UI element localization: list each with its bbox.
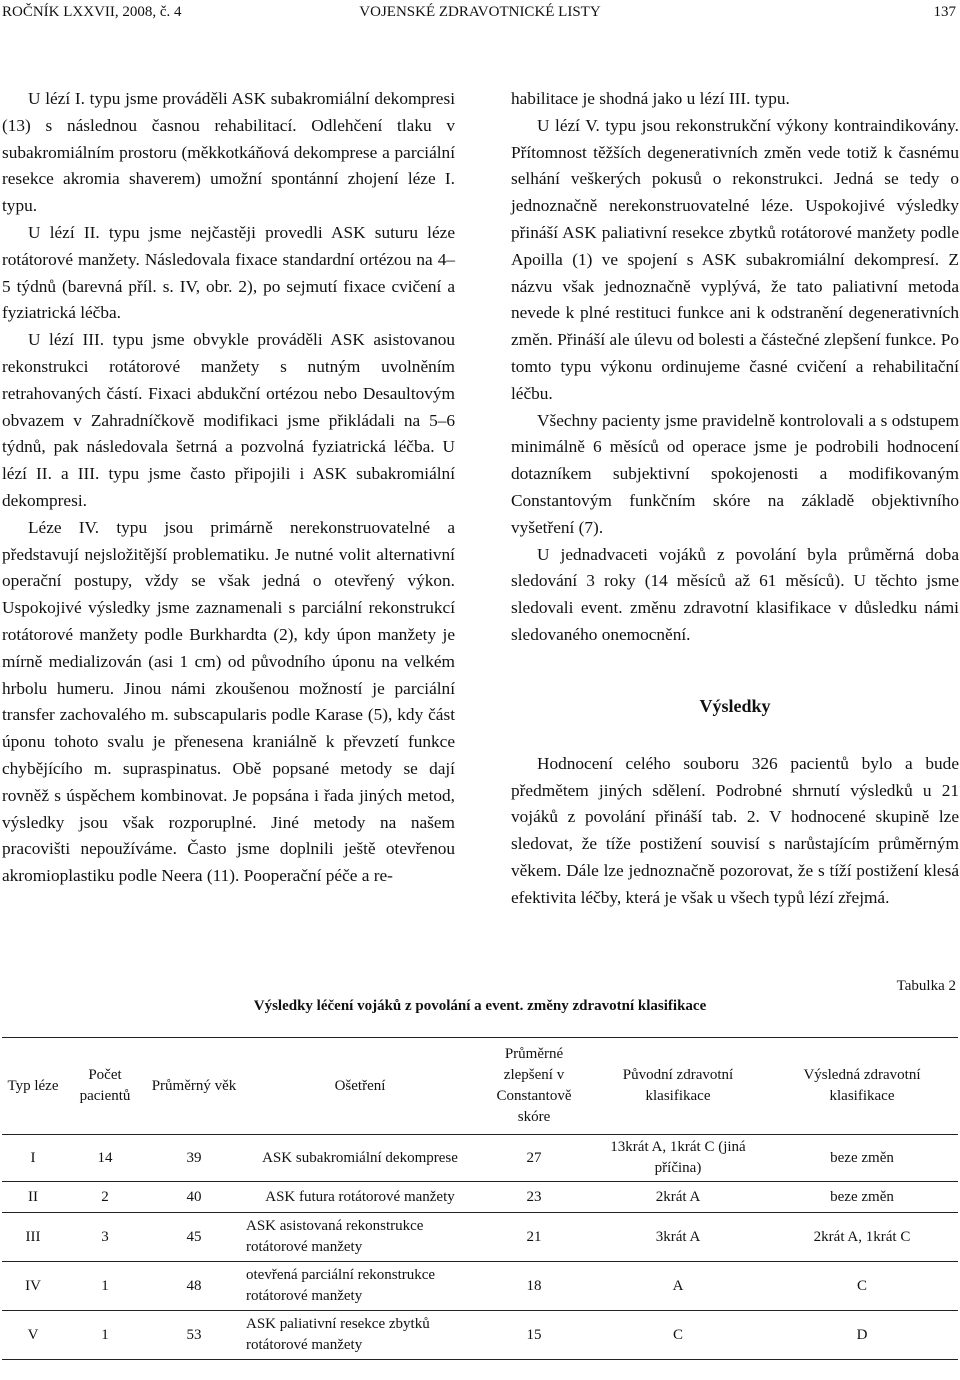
- table-cell: II: [2, 1182, 64, 1213]
- paragraph: Léze IV. typu jsou primárně nerekonstruovatelné a představují nejsložitější problematiku. Je nutné volit alternativní operační postupy, vždy se však jedná o otevřený výkon. Uspokojivé výsledky jsme zaznamenali s parciální rekonstrukcí rotátorové manžety podle Burkhardta (2), kdy úpon manžety je mírně medializován (asi 1 cm) od původního úponu na velkém hrbolu humeru. Jinou námi zkoušenou možností je parciální transfer zachovalého m. subscapularis podle Karase (5), kdy část úponu tohoto svalu je přenesena kraniálně k převzetí funkce chybějícího m. supraspinatus. Obě popsané metody se dají rovněž s úspěchem kombinovat. Je popsána i řada jiných metod, výsledky jsou však rozporuplné. Jiné metody na našem pracovišti nepoužíváme. Často jsme doplnili ještě otevřenou akromioplastiku podle Neera (11). Pooperační péče a re-: [2, 517, 455, 886]
- table-cell: 53: [146, 1311, 242, 1360]
- page-number: 137: [933, 4, 956, 20]
- table-header-row: [2, 1038, 958, 1135]
- header-volume: ROČNÍK LXXVII, 2008, č. 4: [2, 4, 182, 20]
- paragraph-continuation: habilitace je shodná jako u lézí III. typu.: [511, 89, 790, 108]
- table-cell: D: [766, 1311, 958, 1360]
- paragraph: Všechny pacienty jsme pravidelně kontrolovali a s odstupem minimálně 6 měsíců od operace jsme je podrobili hodnocení dotazníkem subjektivní spokojenosti a modifikovaným Constantovým funkčním skóre na základě objektivního vyšetření (7).: [511, 410, 959, 537]
- paragraph: U jednadvaceti vojáků z povolání byla průměrná doba sledování 3 roky (14 měsíců až 61 měsíců). U těchto jsme sledovali event. změnu zdravotní klasifikace v důsledku námi sledovaného onemocnění.: [511, 544, 959, 644]
- paragraph: U lézí I. typu jsme prováděli ASK subakromiální dekompresi (13) s následnou časnou rehabilitací. Odlehčení tlaku v subakromiálním prostoru (měkkotkáňová dekomprese a parciální resekce akromia shaverem) umožní spontánní zhojení léze I. typu.: [2, 89, 455, 216]
- left-column: [2, 86, 455, 890]
- column-header: Výsledná zdravotní klasifikace: [766, 1038, 958, 1135]
- table-cell: 45: [146, 1213, 242, 1262]
- table-cell: ASK paliativní resekce zbytků rotátorové manžety: [242, 1311, 478, 1360]
- table-cell: C: [766, 1262, 958, 1311]
- table-cell: I: [2, 1135, 64, 1182]
- table-cell: 39: [146, 1135, 242, 1182]
- table-cell: 15: [478, 1311, 590, 1360]
- table-cell: 1: [64, 1262, 146, 1311]
- table-cell: 23: [478, 1182, 590, 1213]
- paragraph: U lézí III. typu jsme obvykle prováděli ASK asistovanou rekonstrukci rotátorové manžety s nutným uvolněním retrahovaných částí. Fixaci abdukční ortézou nebo Desaultovým obvazem v Zahradníčkově modifikaci jsme přikládali na 5–6 týdnů, pak následovala šetrná a pozvolná fyziatrická léčba. U lézí II. a III. typu jsme často připojili i ASK subakromiální dekompresi.: [2, 330, 455, 510]
- table-cell: 21: [478, 1213, 590, 1262]
- table-cell: ASK asistovaná rekonstrukce rotátorové manžety: [242, 1213, 478, 1262]
- table-row: [2, 1213, 958, 1262]
- table-cell: IV: [2, 1262, 64, 1311]
- column-header: Typ léze: [2, 1038, 64, 1135]
- table-cell: III: [2, 1213, 64, 1262]
- table-cell: 27: [478, 1135, 590, 1182]
- header-journal: VOJENSKÉ ZDRAVOTNICKÉ LISTY: [359, 4, 601, 20]
- table-row: [2, 1182, 958, 1213]
- table-cell: V: [2, 1311, 64, 1360]
- table-cell: 2krát A: [590, 1182, 766, 1213]
- table-row: [2, 1262, 958, 1311]
- column-header: Původní zdravotní klasifikace: [590, 1038, 766, 1135]
- column-header: Ošetření: [242, 1038, 478, 1135]
- table-cell: A: [590, 1262, 766, 1311]
- table-cell: 2krát A, 1krát C: [766, 1213, 958, 1262]
- table-cell: beze změn: [766, 1135, 958, 1182]
- right-column: [511, 86, 959, 912]
- paragraph-results: Hodnocení celého souboru 326 pacientů bylo a bude předmětem jiných sdělení. Podrobné shrnutí výsledků u 21 vojáků z povolání přináší tab. 2. V hodnocené skupině lze sledovat, že tíže postižení souvisí s narůstajícím průměrným věkem. Dále lze jednoznačně pozorovat, že s tíží postižení klesá efektivita léčby, která je však u všech typů lézí zřejmá.: [511, 753, 959, 907]
- table-cell: beze změn: [766, 1182, 958, 1213]
- table-cell: otevřená parciální rekonstrukce rotátorové manžety: [242, 1262, 478, 1311]
- paragraph: U lézí V. typu jsou rekonstrukční výkony kontraindikovány. Přítomnost těžších degenerativních změn vede totiž k časnému selhání veškerých pokusů o rekonstrukci. Jedná se tedy o jednoznačně nerekonstruovatelné léze. Uspokojivé výsledky přináší ASK paliativní resekce zbytků rotátorové manžety podle Apoilla (1) ve spojení s ASK subakromiální dekompresí. Z názvu však jednoznačně vyplývá, že tato paliativní metoda nevede k plné restituci funkce ani k odstranění degenerativních změn. Přináší ale úlevu od bolesti a částečné zlepšení funkce. Po tomto typu výkonu ordinujeme časné cvičení a rehabilitační léčbu.: [511, 115, 959, 403]
- table-cell: 2: [64, 1182, 146, 1213]
- section-heading-results: Výsledky: [699, 695, 771, 716]
- table-cell: 40: [146, 1182, 242, 1213]
- table-cell: 3: [64, 1213, 146, 1262]
- column-header: Počet pacientů: [64, 1038, 146, 1135]
- table-cell: ASK futura rotátorové manžety: [242, 1182, 478, 1213]
- paragraph: U lézí II. typu jsme nejčastěji provedli ASK suturu léze rotátorové manžety. Následovala fixace standardní ortézou na 4–5 týdnů (barevná příl. s. IV, obr. 2), po sejmutí fixace cvičení a fyziatrická léčba.: [2, 222, 455, 323]
- table-cell: ASK subakromiální dekomprese: [242, 1135, 478, 1182]
- table-cell: 48: [146, 1262, 242, 1311]
- table-cell: 1: [64, 1311, 146, 1360]
- column-header: Průměrné zlepšení v Constantově skóre: [478, 1038, 590, 1135]
- table-cell: 13krát A, 1krát C (jiná příčina): [590, 1135, 766, 1182]
- results-table: [2, 1037, 958, 1360]
- table-cell: 14: [64, 1135, 146, 1182]
- table-title: Výsledky léčení vojáků z povolání a event. změny zdravotní klasifikace: [253, 998, 707, 1014]
- table-row: [2, 1311, 958, 1360]
- table-row: [2, 1135, 958, 1182]
- table-cell: C: [590, 1311, 766, 1360]
- table-cell: 3krát A: [590, 1213, 766, 1262]
- column-header: Průměrný věk: [146, 1038, 242, 1135]
- running-header: [0, 4, 960, 24]
- table-cell: 18: [478, 1262, 590, 1311]
- table-label: Tabulka 2: [896, 978, 956, 994]
